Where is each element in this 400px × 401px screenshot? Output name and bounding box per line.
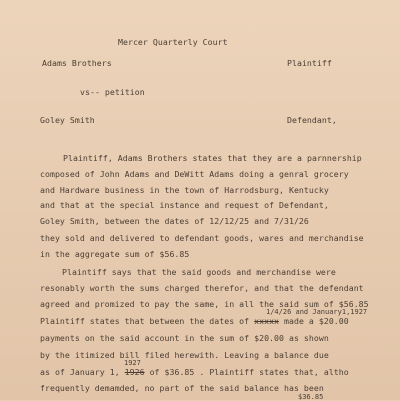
paragraph1-line: and that at the special instance and request of Defendant, [40,200,329,210]
paragraph1-line: Goley Smith, between the dates of 12/12/25 and 7/31/26 [40,216,309,226]
paragraph2-line: Plaintiff says that the said goods and merchandise were [62,267,336,277]
year-insertion: 1927 [124,359,141,367]
paragraph1-line: they sold and delivered to defendant goods, wares and merchandise [40,233,364,243]
defendant-name: Goley Smith [40,115,95,125]
struck-text: 1926 [124,367,145,377]
paragraph2-line: Plaintiff states that between the dates of xxxxx made a $20.00 [40,316,349,326]
paragraph2-line: as of January 1, 1926 of $36.85 . Plaintiff states that, altho [40,367,349,377]
paragraph2-line: payments on the said account in the sum of $20.00 as shown [40,333,329,343]
court-heading: Mercer Quarterly Court [118,37,228,47]
paragraph1-line: in the aggregate sum of $56.85 [40,249,190,259]
date-insertion: 1/4/26 and January1,1927 [266,308,368,316]
paragraph1-line: and Hardware business in the town of Harrodsburg, Kentucky [40,185,329,195]
paragraph1-line: Plaintiff, Adams Brothers states that they are a parnnership [63,153,362,163]
plaintiff-label: Plaintiff [287,58,332,68]
paragraph2-line: by the itimized bill filed herewith. Leaving a balance due [40,350,329,360]
struck-text: xxxxx [254,316,280,326]
paragraph1-line: composed of John Adams and DeWitt Adams doing a genral grocery [40,169,349,179]
plaintiff-name: Adams Brothers [42,58,112,68]
vs-petition: vs-- petition [80,87,145,97]
paragraph2-line: agreed and promized to pay the same, in all the said sum of $56.85 [40,299,369,309]
defendant-label: Defendant, [287,115,337,125]
amount-insertion: $36.85 [298,393,324,401]
paragraph2-line: frequently demamded, no part of the said balance has been [40,383,324,393]
paragraph2-line: resonably worth the sums charged therefor, and that the defendant [40,283,364,293]
